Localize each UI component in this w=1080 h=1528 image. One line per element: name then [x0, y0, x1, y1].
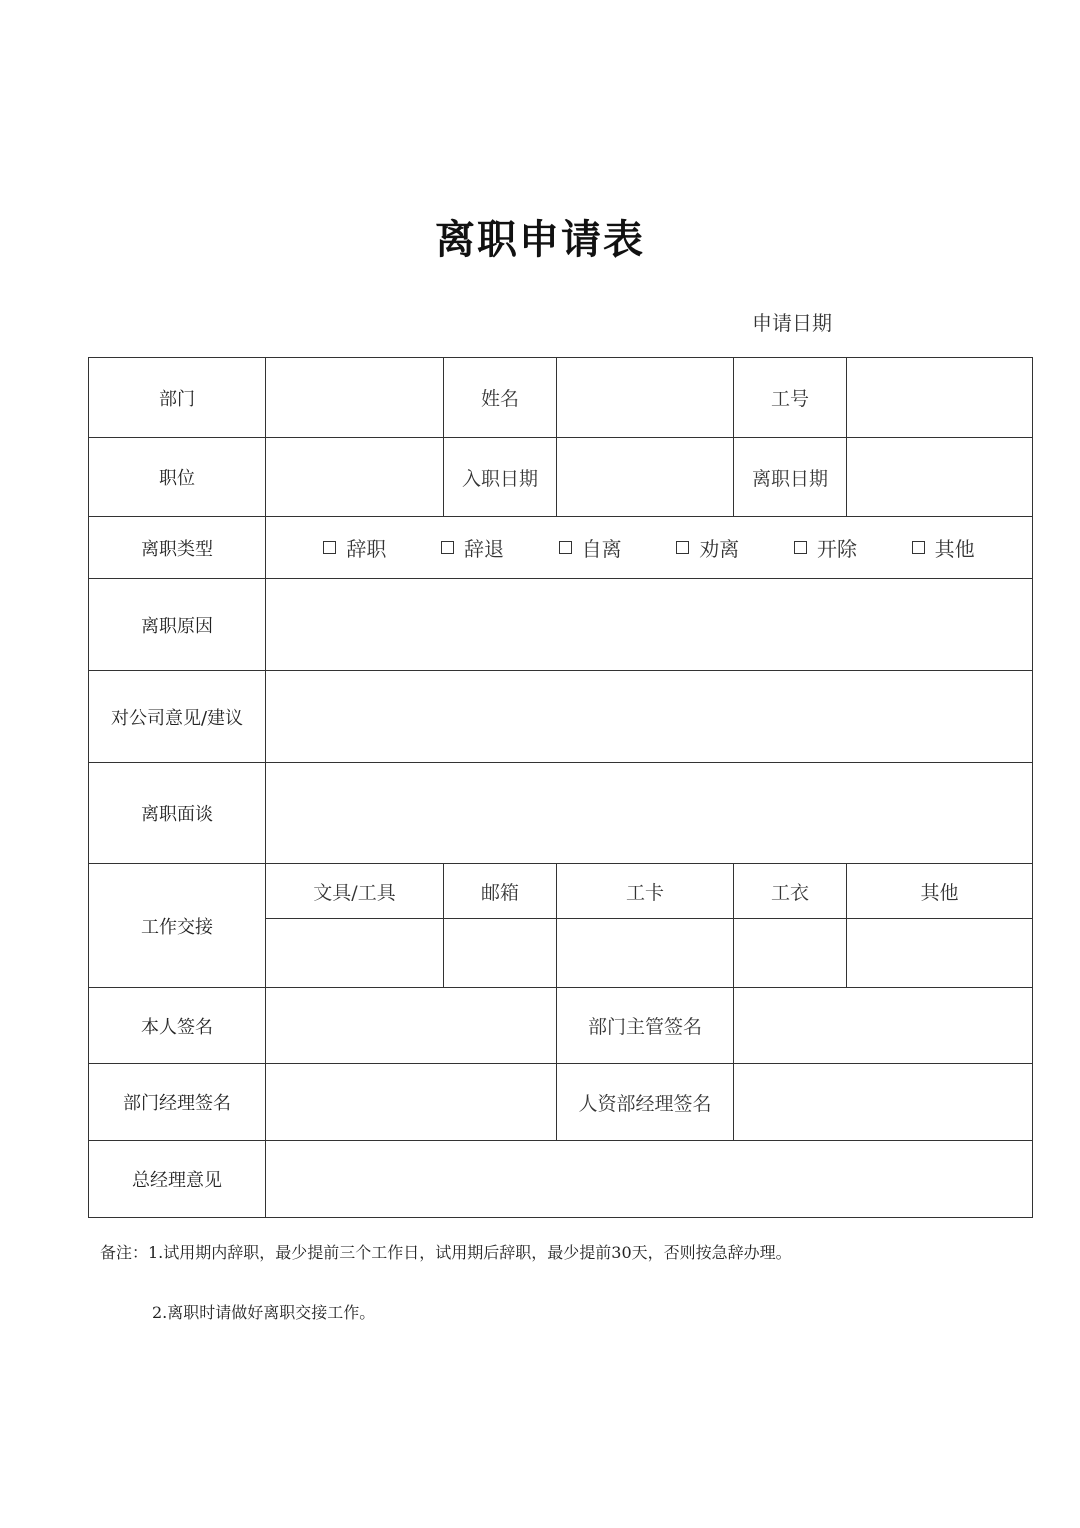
checkbox[interactable]	[912, 541, 925, 554]
leave-type-option-label: 开除	[816, 537, 857, 561]
leave-type-option-label: 其他	[934, 537, 975, 561]
employee-id-field[interactable]	[847, 358, 1033, 438]
hr-manager-signature-label: 人资部经理签名	[557, 1064, 734, 1141]
checkbox[interactable]	[559, 541, 572, 554]
leave-type-option-self-leave[interactable]	[559, 533, 622, 562]
row-suggestions	[89, 671, 1033, 763]
department-field[interactable]	[266, 358, 444, 438]
handover-stationery-field[interactable]	[266, 919, 444, 988]
name-field[interactable]	[557, 358, 734, 438]
exit-interview-label: 离职面谈	[89, 763, 266, 864]
leave-type-option-label: 劝离	[699, 537, 740, 561]
handover-header-uniform: 工衣	[734, 864, 847, 919]
leave-type-option-label: 辞职	[346, 537, 387, 561]
handover-header-stationery: 文具/工具	[266, 864, 444, 919]
page-title: 离职申请表	[435, 217, 645, 263]
handover-header-email: 邮箱	[444, 864, 557, 919]
leave-type-option-label: 自离	[581, 537, 622, 561]
leave-type-options	[266, 533, 1032, 562]
checkbox[interactable]	[676, 541, 689, 554]
resignation-form-table	[88, 357, 1033, 1218]
row-leave-type	[89, 517, 1033, 579]
gm-opinion-field[interactable]	[266, 1141, 1033, 1218]
row-signatures-2	[89, 1064, 1033, 1141]
dept-manager-signature-field[interactable]	[266, 1064, 557, 1141]
handover-email-field[interactable]	[444, 919, 557, 988]
handover-other-field[interactable]	[847, 919, 1033, 988]
dept-supervisor-signature-label: 部门主管签名	[557, 988, 734, 1064]
handover-badge-field[interactable]	[557, 919, 734, 988]
leave-type-option-other[interactable]	[912, 533, 975, 562]
apply-date-label: 申请日期	[752, 311, 832, 335]
leave-type-option-persuaded[interactable]	[676, 533, 739, 562]
position-field[interactable]	[266, 438, 444, 517]
handover-header-badge: 工卡	[557, 864, 734, 919]
checkbox[interactable]	[323, 541, 336, 554]
leave-type-options-cell	[266, 517, 1033, 579]
name-label: 姓名	[444, 358, 557, 438]
gm-opinion-label: 总经理意见	[89, 1141, 266, 1218]
hire-date-label: 入职日期	[444, 438, 557, 517]
row-gm-opinion	[89, 1141, 1033, 1218]
leave-type-option-resign[interactable]	[323, 533, 386, 562]
row-basic-info	[89, 358, 1033, 438]
leave-date-field[interactable]	[847, 438, 1033, 517]
leave-type-option-fired[interactable]	[794, 533, 857, 562]
row-handover-headers	[89, 864, 1033, 919]
leave-type-label: 离职类型	[89, 517, 266, 579]
handover-label: 工作交接	[89, 864, 266, 988]
dept-supervisor-signature-field[interactable]	[734, 988, 1033, 1064]
department-label: 部门	[89, 358, 266, 438]
suggestions-field[interactable]	[266, 671, 1033, 763]
handover-header-other: 其他	[847, 864, 1033, 919]
leave-reason-label: 离职原因	[89, 579, 266, 671]
row-exit-interview	[89, 763, 1033, 864]
leave-date-label: 离职日期	[734, 438, 847, 517]
checkbox[interactable]	[794, 541, 807, 554]
note-line-1: 备注：1.试用期内辞职，最少提前三个工作日，试用期后辞职，最少提前30天，否则按急辞办理。	[100, 1243, 792, 1262]
handover-uniform-field[interactable]	[734, 919, 847, 988]
leave-type-option-label: 辞退	[463, 537, 504, 561]
position-label: 职位	[89, 438, 266, 517]
employee-id-label: 工号	[734, 358, 847, 438]
note-line-2: 2.离职时请做好离职交接工作。	[152, 1303, 376, 1322]
hr-manager-signature-field[interactable]	[734, 1064, 1033, 1141]
checkbox[interactable]	[441, 541, 454, 554]
self-signature-label: 本人签名	[89, 988, 266, 1064]
row-position-dates	[89, 438, 1033, 517]
hire-date-field[interactable]	[557, 438, 734, 517]
exit-interview-field[interactable]	[266, 763, 1033, 864]
row-leave-reason	[89, 579, 1033, 671]
leave-type-option-dismiss[interactable]	[441, 533, 504, 562]
row-signatures-1	[89, 988, 1033, 1064]
self-signature-field[interactable]	[266, 988, 557, 1064]
dept-manager-signature-label: 部门经理签名	[89, 1064, 266, 1141]
suggestions-label: 对公司意见/建议	[89, 671, 266, 763]
leave-reason-field[interactable]	[266, 579, 1033, 671]
